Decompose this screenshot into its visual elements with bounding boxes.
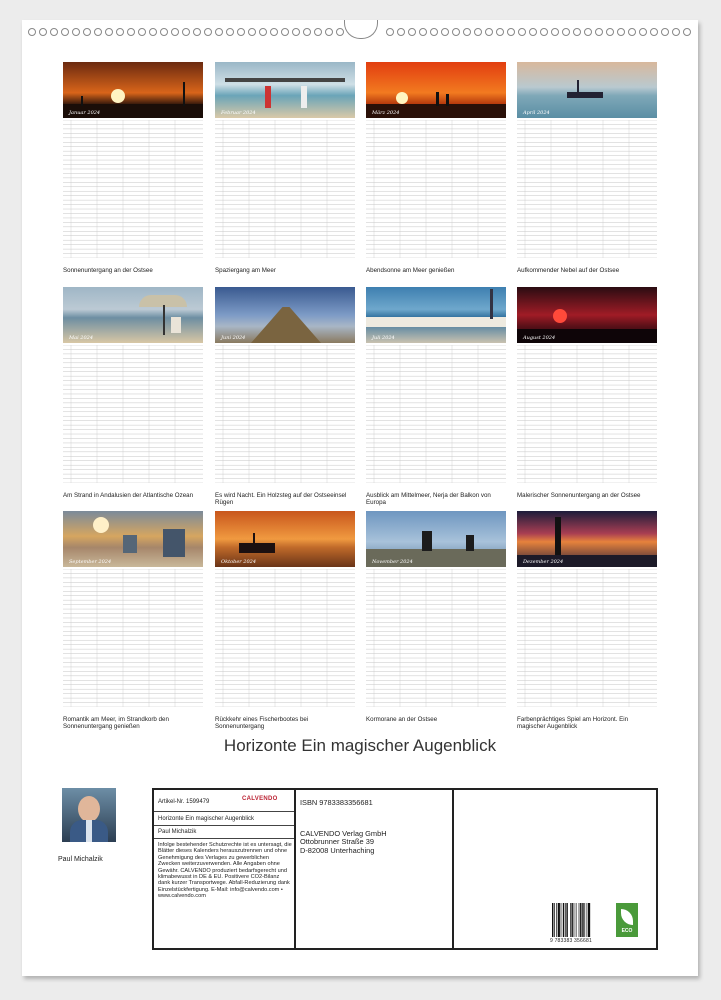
binding-hole — [204, 28, 212, 36]
binding-hole — [226, 28, 234, 36]
author-name: Paul Michalzik — [58, 856, 103, 863]
binding-hole — [430, 28, 438, 36]
photo-july — [366, 287, 506, 343]
month-october — [215, 511, 355, 730]
binding-hole — [116, 28, 124, 36]
photo-november — [366, 511, 506, 567]
binding-hole — [661, 28, 669, 36]
photo-caption: Romantik am Meer, im Strandkorb den Sonnenuntergang genießen — [63, 716, 169, 730]
photo-october — [215, 511, 355, 567]
author-photo — [62, 788, 116, 842]
binding-hole — [94, 28, 102, 36]
book-author: Paul Michalzik — [158, 829, 197, 835]
month-january — [63, 62, 203, 274]
day-grid — [517, 345, 657, 483]
binding-hole — [281, 28, 289, 36]
binding-hole — [127, 28, 135, 36]
binding-hole — [507, 28, 515, 36]
month-april — [517, 62, 657, 274]
publisher-line: Ottobrunner Straße 39 — [300, 837, 374, 847]
day-grid — [215, 569, 355, 707]
binding-hole — [474, 28, 482, 36]
binding-hole — [639, 28, 647, 36]
photo-caption: Kormorane an der Ostsee — [366, 716, 438, 723]
month-december — [517, 511, 657, 730]
month-label: August 2024 — [523, 335, 556, 341]
binding-hole — [606, 28, 614, 36]
month-november — [366, 511, 506, 723]
binding-hole — [138, 28, 146, 36]
binding-hole — [248, 28, 256, 36]
binding-hole — [39, 28, 47, 36]
legal-notice: Infolge bestehender Schutzrechte ist es untersagt, die Blätter dieses Kalenders herauszutrennen und ohne Genehmigung des Verlages zu gewerblichen Zwecken weiterzuverwenden. Alle Angaben ohne Gewähr. CALVENDO produziert bedarfsgerecht und klimabewusst in DE & EU. Positivere CO2-Bilanz dank kurzer Transportwege. Abfall-Reduzierung dank Einzelstückfertigung. E-Mail: info@calvendo.com • www.calvendo.com — [158, 842, 292, 900]
binding-hole — [83, 28, 91, 36]
binding-hole — [171, 28, 179, 36]
binding-hole — [314, 28, 322, 36]
binding-hole — [160, 28, 168, 36]
article-number: Artikel-Nr. 1599479 — [158, 799, 210, 805]
day-grid — [366, 120, 506, 258]
binding-hole — [292, 28, 300, 36]
photo-caption: Am Strand in Andalusien der Atlantische Ozean — [63, 492, 194, 499]
binding-hole — [149, 28, 157, 36]
day-grid — [517, 120, 657, 258]
month-label: Oktober 2024 — [221, 559, 257, 565]
binding-hole — [259, 28, 267, 36]
binding-hole — [628, 28, 636, 36]
binding-hole — [303, 28, 311, 36]
month-february — [215, 62, 355, 274]
binding-hole — [270, 28, 278, 36]
binding-hole — [408, 28, 416, 36]
month-september — [63, 511, 203, 730]
calendar-title: Horizonte Ein magischer Augenblick — [223, 736, 497, 755]
month-label: Juni 2024 — [221, 335, 246, 341]
binding-hole — [28, 28, 36, 36]
binding-hole — [215, 28, 223, 36]
day-grid — [215, 120, 355, 258]
day-grid — [517, 569, 657, 707]
binding-hole — [518, 28, 526, 36]
binding-hole — [50, 28, 58, 36]
photo-caption: Spaziergang am Meer — [215, 267, 276, 274]
book-title: Horizonte Ein magischer Augenblick — [158, 816, 255, 822]
month-label: April 2024 — [523, 110, 550, 116]
binding-hole — [441, 28, 449, 36]
binding-hole — [452, 28, 460, 36]
month-label: Februar 2024 — [221, 110, 256, 116]
photo-february — [215, 62, 355, 118]
month-label: November 2024 — [372, 559, 413, 565]
photo-caption: Farbenprächtiges Spiel am Horizont. Ein magischer Augenblick — [517, 716, 629, 730]
month-label: Juli 2024 — [372, 335, 395, 341]
photo-december — [517, 511, 657, 567]
binding-hole — [683, 28, 691, 36]
binding-hole — [551, 28, 559, 36]
imprint-details — [154, 790, 296, 948]
binding-hole — [397, 28, 405, 36]
photo-september — [63, 511, 203, 567]
publisher-details — [296, 790, 454, 948]
month-label: Mai 2024 — [69, 335, 94, 341]
barcode — [552, 903, 604, 937]
publisher-address — [300, 830, 387, 855]
photo-caption: Ausblick am Mittelmeer, Nerja der Balkon von Europa — [366, 492, 491, 506]
binding-hole — [72, 28, 80, 36]
photo-caption: Es wird Nacht. Ein Holzsteg auf der Ostseeinsel Rügen — [215, 492, 347, 506]
binding-hole — [672, 28, 680, 36]
day-grid — [366, 345, 506, 483]
isbn: ISBN 9783383356681 — [300, 798, 373, 807]
photo-january — [63, 62, 203, 118]
binding-hole — [529, 28, 537, 36]
binding-hole — [562, 28, 570, 36]
month-may — [63, 287, 203, 499]
eco-label: ECO — [621, 928, 633, 934]
calendar-page — [22, 20, 698, 976]
photo-caption: Sonnenuntergang an der Ostsee — [63, 267, 153, 274]
month-label: September 2024 — [69, 559, 112, 565]
binding-hole — [193, 28, 201, 36]
binding-hole — [496, 28, 504, 36]
binding-hole — [463, 28, 471, 36]
binding-hole — [650, 28, 658, 36]
binding-hole — [105, 28, 113, 36]
month-june — [215, 287, 355, 506]
binding-hole — [617, 28, 625, 36]
photo-may — [63, 287, 203, 343]
day-grid — [63, 345, 203, 483]
binding-hole — [584, 28, 592, 36]
month-label: Dezember 2024 — [523, 559, 564, 565]
binding-hole — [485, 28, 493, 36]
barcode-number: 9 783383 356681 — [550, 938, 592, 944]
day-grid — [63, 120, 203, 258]
binding-hole — [540, 28, 548, 36]
month-august — [517, 287, 657, 499]
photo-june — [215, 287, 355, 343]
calvendo-logo: CALVENDO — [242, 796, 278, 802]
month-label: Januar 2024 — [69, 110, 101, 116]
photo-caption: Rückkehr eines Fischerbootes bei Sonnenuntergang — [215, 716, 309, 730]
photo-caption: Aufkommender Nebel auf der Ostsee — [517, 267, 620, 274]
photo-march — [366, 62, 506, 118]
binding-hole — [573, 28, 581, 36]
publisher-line: D-82008 Unterhaching — [300, 845, 375, 855]
month-label: März 2024 — [372, 110, 400, 116]
eco-badge — [616, 903, 638, 937]
day-grid — [366, 569, 506, 707]
binding-hole — [595, 28, 603, 36]
binding-hole — [182, 28, 190, 36]
month-march — [366, 62, 506, 274]
publisher-line: CALVENDO Verlag GmbH — [300, 829, 387, 838]
binding-hole — [325, 28, 333, 36]
binding-hole — [61, 28, 69, 36]
photo-august — [517, 287, 657, 343]
binding-hole — [419, 28, 427, 36]
binding-hole — [336, 28, 344, 36]
binding-hole — [386, 28, 394, 36]
photo-caption: Malerischer Sonnenuntergang an der Ostsee — [517, 492, 641, 499]
photo-caption: Abendsonne am Meer genießen — [366, 267, 455, 274]
day-grid — [215, 345, 355, 483]
month-july — [366, 287, 506, 506]
day-grid — [63, 569, 203, 707]
binding-hole — [237, 28, 245, 36]
photo-april — [517, 62, 657, 118]
